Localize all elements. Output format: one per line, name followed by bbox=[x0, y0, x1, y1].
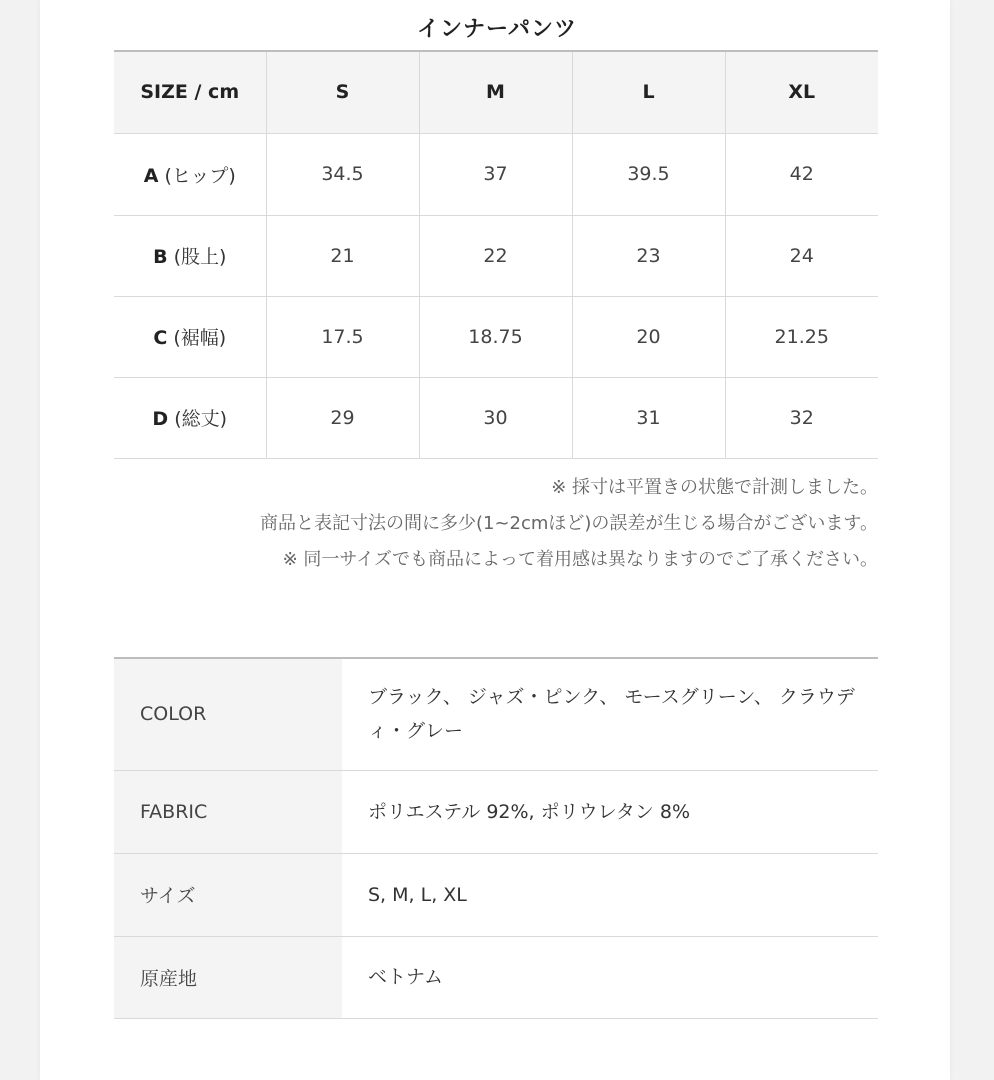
table-cell: 22 bbox=[419, 215, 572, 296]
size-header-l: L bbox=[572, 51, 725, 133]
page-title: インナーパンツ bbox=[417, 17, 577, 42]
info-value: ブラック、 ジャズ・ピンク、 モースグリーン、 クラウディ・グレー bbox=[342, 658, 878, 770]
product-info-table bbox=[114, 657, 878, 1019]
info-key: FABRIC bbox=[114, 770, 342, 853]
table-cell: 30 bbox=[419, 377, 572, 458]
note-line: ※ 採寸は平置きの状態で計測しました。 bbox=[551, 477, 878, 498]
size-table-header-row bbox=[114, 51, 878, 133]
size-header-m: M bbox=[419, 51, 572, 133]
info-value: S, M, L, XL bbox=[342, 853, 878, 936]
row-code: C bbox=[153, 327, 168, 349]
size-row-c bbox=[114, 296, 878, 377]
size-header-s: S bbox=[266, 51, 419, 133]
table-cell: 32 bbox=[725, 377, 878, 458]
table-cell: 20 bbox=[572, 296, 725, 377]
row-code: A bbox=[143, 164, 159, 187]
table-cell: 17.5 bbox=[266, 296, 419, 377]
table-cell: 39.5 bbox=[572, 133, 725, 215]
table-cell: 42 bbox=[725, 133, 878, 215]
note-line: ※ 同一サイズでも商品によって着用感は異なりますのでご了承ください。 bbox=[282, 549, 878, 570]
info-key: 原産地 bbox=[114, 936, 342, 1018]
size-table bbox=[114, 50, 878, 459]
row-name: (総丈) bbox=[174, 408, 228, 430]
table-cell: 21 bbox=[266, 215, 419, 296]
size-row-a bbox=[114, 133, 878, 215]
size-header-label: SIZE / cm bbox=[114, 51, 266, 133]
table-cell: 18.75 bbox=[419, 296, 572, 377]
size-header-xl: XL bbox=[725, 51, 878, 133]
product-detail-panel bbox=[40, 0, 950, 1080]
row-code: B bbox=[153, 246, 168, 268]
note-line: 商品と表記寸法の間に多少(1~2cmほど)の誤差が生じる場合がございます。 bbox=[259, 513, 878, 534]
size-row-b bbox=[114, 215, 878, 296]
info-row-color bbox=[114, 658, 878, 770]
row-name: (ヒップ) bbox=[164, 164, 236, 187]
table-cell: 31 bbox=[572, 377, 725, 458]
info-key: COLOR bbox=[114, 658, 342, 770]
table-cell: 21.25 bbox=[725, 296, 878, 377]
table-cell: 29 bbox=[266, 377, 419, 458]
info-key: サイズ bbox=[114, 853, 342, 936]
row-label bbox=[114, 215, 266, 296]
row-code: D bbox=[152, 408, 169, 430]
row-label bbox=[114, 377, 266, 458]
info-value: ベトナム bbox=[342, 936, 878, 1018]
table-cell: 34.5 bbox=[266, 133, 419, 215]
info-row-origin bbox=[114, 936, 878, 1018]
row-label bbox=[114, 296, 266, 377]
info-row-fabric bbox=[114, 770, 878, 853]
table-cell: 37 bbox=[419, 133, 572, 215]
table-cell: 24 bbox=[725, 215, 878, 296]
row-name: (股上) bbox=[173, 246, 227, 268]
size-row-d bbox=[114, 377, 878, 458]
row-label bbox=[114, 133, 266, 215]
measurement-notes bbox=[114, 470, 878, 578]
table-cell: 23 bbox=[572, 215, 725, 296]
row-name: (裾幅) bbox=[173, 327, 227, 349]
info-row-size bbox=[114, 853, 878, 936]
info-value: ポリエステル 92%, ポリウレタン 8% bbox=[342, 770, 878, 853]
